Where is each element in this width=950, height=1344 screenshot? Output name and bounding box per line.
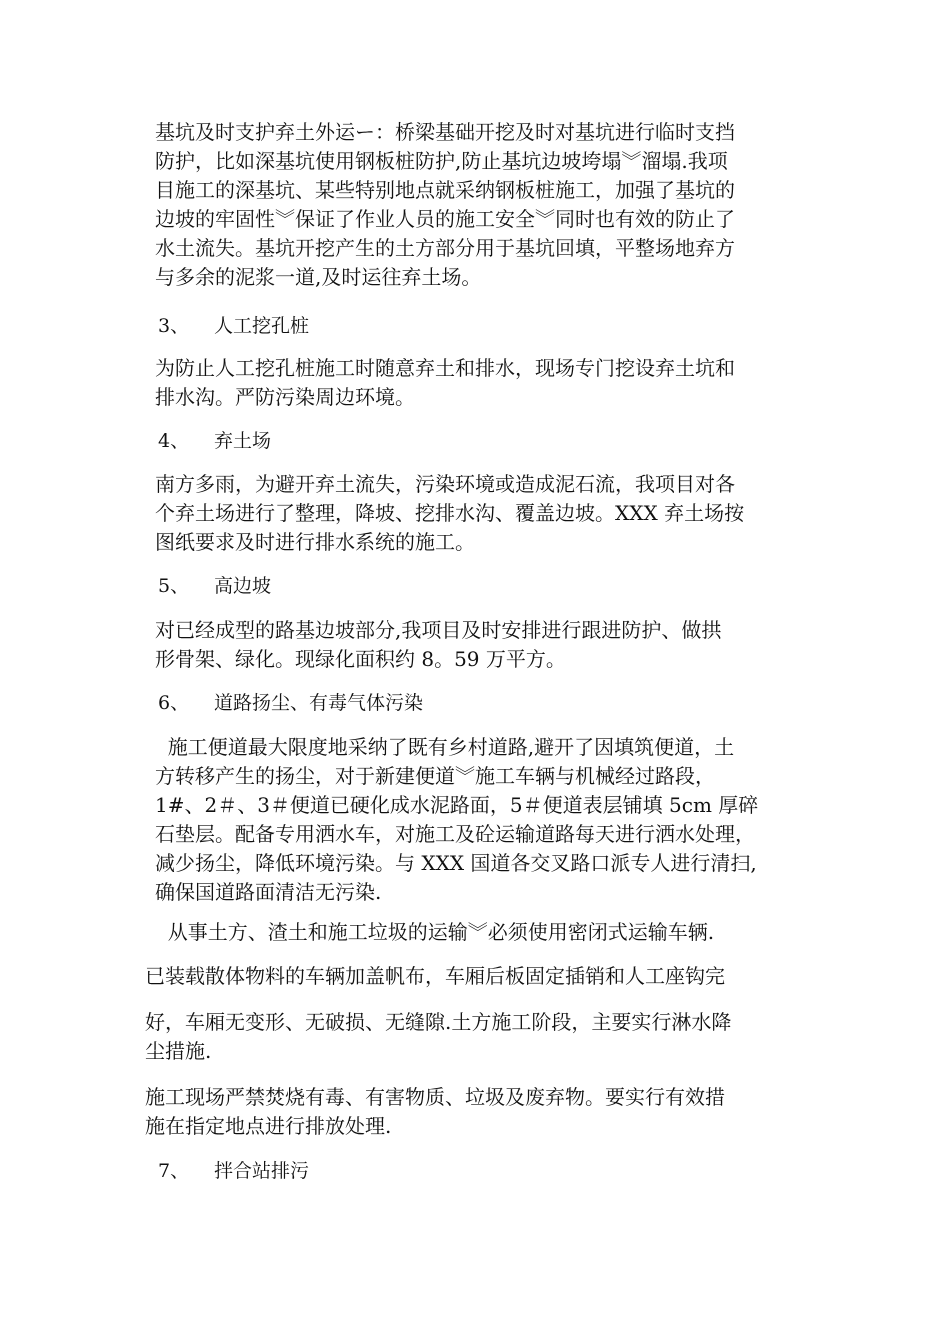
paragraph-manual-pile: 为防止人工挖孔桩施工时随意弃土和排水，现场专门挖设弃土坑和 排水沟。严防污染周边环境。: [155, 356, 735, 409]
heading-6-text: 道路扬尘、有毒气体污染: [214, 692, 424, 714]
heading-6-number: 6、: [158, 692, 190, 714]
paragraph-high-slope: 对已经成型的路基边坡部分,我项目及时安排进行跟进防护、做拱 形骨架、绿化。现绿化面积约 8。59 万平方。: [155, 618, 722, 671]
heading-4-number: 4、: [158, 430, 190, 452]
heading-4-text: 弃土场: [214, 430, 272, 452]
heading-5-text: 高边坡: [214, 575, 272, 597]
heading-3: [158, 312, 309, 340]
heading-5: [158, 572, 271, 600]
heading-6: [158, 689, 423, 717]
paragraph-burning-ban: 施工现场严禁焚烧有毒、有害物质、垃圾及废弃物。要实行有效措 施在指定地点进行排放处理.: [145, 1085, 725, 1138]
paragraph-loaded-vehicles: 已装载散体物料的车辆加盖帆布，车厢后板固定插销和人工座钩完: [145, 964, 725, 988]
paragraph-vehicle-condition: 好，车厢无变形、无破损、无缝隙.土方施工阶段，主要实行淋水降 尘措施.: [145, 1010, 732, 1063]
heading-7-text: 拌合站排污: [214, 1160, 310, 1182]
heading-7-number: 7、: [158, 1160, 190, 1182]
heading-3-text: 人工挖孔桩: [214, 315, 310, 337]
heading-7: [158, 1157, 309, 1185]
paragraph-road-dust: 施工便道最大限度地采纳了既有乡村道路,避开了因填筑便道，土 方转移产生的扬尘，对于新建便道︾施工车辆与机械经过路段， 1#、2＃、3＃便道已硬化成水泥路面，5＃便道表层铺填 5cm 厚碎 石垫层。配备专用洒水车，对施工及砼运输道路每天进行洒水处理， 减少扬尘，降低环境污染。与 XXX 国道各交叉路口派专人进行清扫, 确保国道路面清洁无污染.: [155, 735, 759, 904]
paragraph-transport: 从事土方、渣土和施工垃圾的运输︾必须使用密闭式运输车辆.: [155, 920, 715, 944]
heading-4: [158, 427, 271, 455]
paragraph-foundation-pit: 基坑及时支护弃土外运ー：桥梁基础开挖及时对基坑进行临时支挡 防护，比如深基坑使用钢板桩防护,防止基坑边坡垮塌︾溜塌.我项 目施工的深基坑、某些特别地点就采纳钢板桩施工，加强了基坑的 边坡的牢固性︾保证了作业人员的施工安全︾同时也有效的防止了 水土流失。基坑开挖产生的土方部分用于基坑回填，平整场地弃方 与多余的泥浆一道,及时运往弃土场。: [155, 120, 735, 289]
heading-5-number: 5、: [158, 575, 190, 597]
heading-3-number: 3、: [158, 315, 190, 337]
paragraph-spoil-ground: 南方多雨，为避开弃土流失，污染环境或造成泥石流，我项目对各 个弃土场进行了整理，降坡、挖排水沟、覆盖边坡。XXX 弃土场按 图纸要求及时进行排水系统的施工。: [155, 472, 745, 554]
